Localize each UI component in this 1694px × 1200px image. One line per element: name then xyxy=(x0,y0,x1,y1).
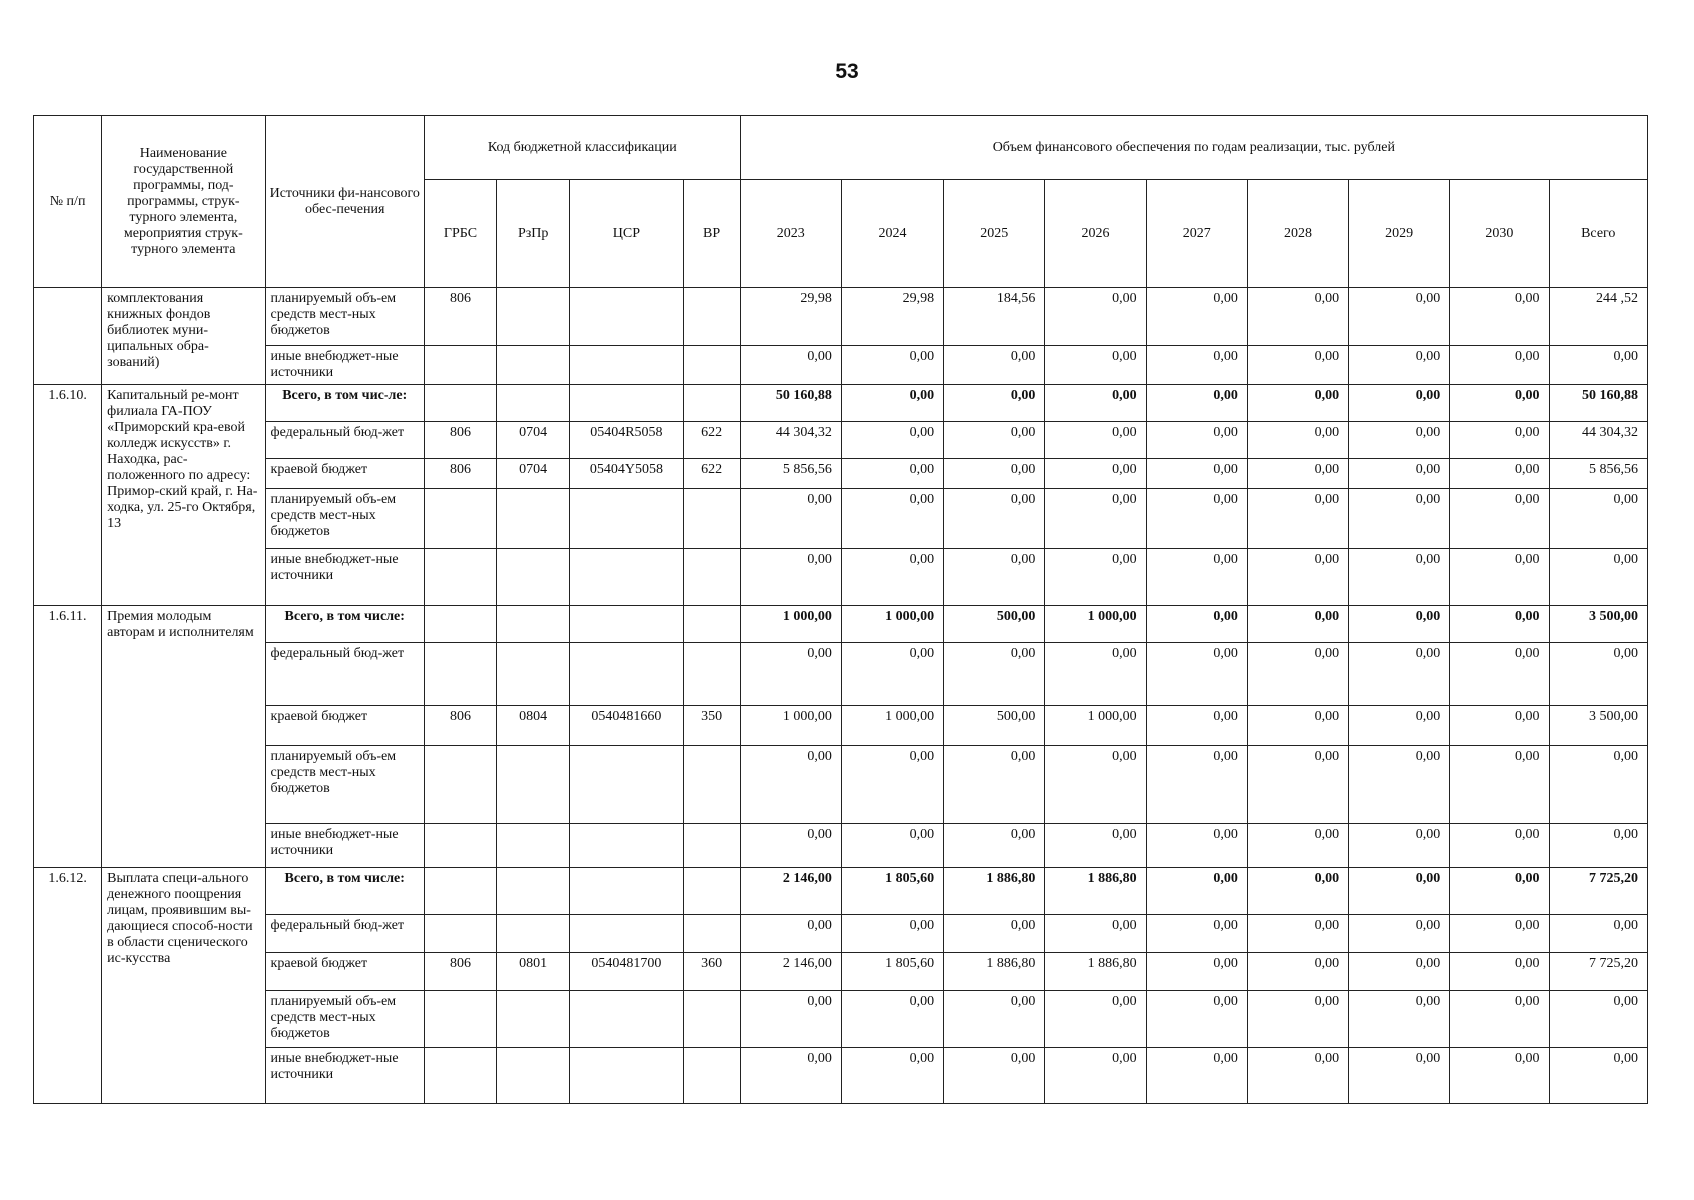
grbs-code xyxy=(424,824,496,868)
csr-code xyxy=(570,385,683,422)
year-value: 0,00 xyxy=(841,346,943,385)
year-value: 0,00 xyxy=(841,824,943,868)
year-value: 0,00 xyxy=(1349,643,1450,706)
measure-name: Премия молодым авторам и исполнителям xyxy=(102,606,265,868)
year-value: 0,00 xyxy=(1247,953,1348,991)
year-value: 0,00 xyxy=(1045,489,1146,549)
year-value: 1 886,80 xyxy=(944,953,1045,991)
funding-source: иные внебюджет-ные источники xyxy=(265,549,424,606)
year-value: 0,00 xyxy=(1045,1048,1146,1104)
year-value: 1 000,00 xyxy=(1045,706,1146,746)
rzpr-code xyxy=(497,288,570,346)
row-total: 7 725,20 xyxy=(1549,868,1647,915)
year-value: 1 805,60 xyxy=(841,953,943,991)
grbs-code xyxy=(424,1048,496,1104)
year-value: 0,00 xyxy=(841,459,943,489)
year-value: 0,00 xyxy=(1349,868,1450,915)
year-value: 0,00 xyxy=(944,1048,1045,1104)
year-value: 0,00 xyxy=(1146,824,1247,868)
year-value: 0,00 xyxy=(841,746,943,824)
year-value: 0,00 xyxy=(1349,422,1450,459)
table-row xyxy=(34,824,1648,868)
year-value: 0,00 xyxy=(1450,489,1549,549)
year-value: 0,00 xyxy=(1450,606,1549,643)
row-number xyxy=(34,288,102,385)
row-total: 0,00 xyxy=(1549,549,1647,606)
row-total: 0,00 xyxy=(1549,489,1647,549)
year-value: 1 000,00 xyxy=(740,706,841,746)
year-value: 0,00 xyxy=(841,422,943,459)
row-number: 1.6.12. xyxy=(34,868,102,1104)
funding-source: планируемый объ-ем средств мест-ных бюджетов xyxy=(265,489,424,549)
vr-code: 350 xyxy=(683,706,740,746)
year-value: 0,00 xyxy=(1450,706,1549,746)
year-value: 2 146,00 xyxy=(740,953,841,991)
funding-source: краевой бюджет xyxy=(265,953,424,991)
csr-code xyxy=(570,746,683,824)
year-value: 0,00 xyxy=(1146,549,1247,606)
rzpr-code xyxy=(497,868,570,915)
row-number: 1.6.11. xyxy=(34,606,102,868)
grbs-code: 806 xyxy=(424,459,496,489)
table-row xyxy=(34,549,1648,606)
year-value: 0,00 xyxy=(841,1048,943,1104)
row-total: 5 856,56 xyxy=(1549,459,1647,489)
year-value: 0,00 xyxy=(1349,385,1450,422)
year-value: 0,00 xyxy=(1146,915,1247,953)
header-year: 2029 xyxy=(1349,180,1450,288)
row-total: 0,00 xyxy=(1549,1048,1647,1104)
csr-code xyxy=(570,991,683,1048)
year-value: 1 805,60 xyxy=(841,868,943,915)
year-value: 0,00 xyxy=(944,385,1045,422)
year-value: 0,00 xyxy=(1045,422,1146,459)
year-value: 0,00 xyxy=(1146,1048,1247,1104)
csr-code xyxy=(570,346,683,385)
grbs-code: 806 xyxy=(424,422,496,459)
funding-source: федеральный бюд-жет xyxy=(265,915,424,953)
table-row xyxy=(34,953,1648,991)
year-value: 0,00 xyxy=(1349,549,1450,606)
table-row xyxy=(34,489,1648,549)
vr-code xyxy=(683,489,740,549)
year-value: 0,00 xyxy=(1450,915,1549,953)
funding-source: иные внебюджет-ные источники xyxy=(265,824,424,868)
csr-code: 05404R5058 xyxy=(570,422,683,459)
rzpr-code xyxy=(497,991,570,1048)
row-total: 0,00 xyxy=(1549,915,1647,953)
csr-code xyxy=(570,489,683,549)
grbs-code xyxy=(424,549,496,606)
year-value: 0,00 xyxy=(1349,953,1450,991)
row-total: 0,00 xyxy=(1549,746,1647,824)
year-value: 0,00 xyxy=(1450,385,1549,422)
csr-code xyxy=(570,643,683,706)
year-value: 0,00 xyxy=(944,459,1045,489)
header-finance-group: Объем финансового обеспечения по годам реализации, тыс. рублей xyxy=(740,116,1647,180)
rzpr-code xyxy=(497,549,570,606)
page-number: 53 xyxy=(835,60,859,83)
rzpr-code xyxy=(497,489,570,549)
year-value: 44 304,32 xyxy=(740,422,841,459)
year-value: 5 856,56 xyxy=(740,459,841,489)
vr-code xyxy=(683,549,740,606)
row-total: 0,00 xyxy=(1549,643,1647,706)
year-value: 0,00 xyxy=(1450,868,1549,915)
year-value: 0,00 xyxy=(1349,824,1450,868)
year-value: 0,00 xyxy=(1146,991,1247,1048)
funding-source: иные внебюджет-ные источники xyxy=(265,346,424,385)
year-value: 0,00 xyxy=(1450,346,1549,385)
year-value: 0,00 xyxy=(1450,549,1549,606)
funding-source: краевой бюджет xyxy=(265,706,424,746)
grbs-code: 806 xyxy=(424,706,496,746)
grbs-code xyxy=(424,746,496,824)
year-value: 0,00 xyxy=(1146,953,1247,991)
grbs-code xyxy=(424,643,496,706)
vr-code xyxy=(683,824,740,868)
funding-source: Всего, в том числе: xyxy=(265,868,424,915)
year-value: 0,00 xyxy=(1247,991,1348,1048)
table-row xyxy=(34,606,1648,643)
grbs-code xyxy=(424,489,496,549)
year-value: 0,00 xyxy=(1349,346,1450,385)
vr-code xyxy=(683,643,740,706)
year-value: 0,00 xyxy=(1349,991,1450,1048)
year-value: 0,00 xyxy=(740,991,841,1048)
year-value: 0,00 xyxy=(1045,385,1146,422)
csr-code xyxy=(570,824,683,868)
year-value: 0,00 xyxy=(1146,706,1247,746)
rzpr-code: 0804 xyxy=(497,706,570,746)
year-value: 0,00 xyxy=(1450,953,1549,991)
header-year: 2028 xyxy=(1247,180,1348,288)
year-value: 0,00 xyxy=(1146,746,1247,824)
year-value: 29,98 xyxy=(740,288,841,346)
vr-code xyxy=(683,1048,740,1104)
year-value: 0,00 xyxy=(1450,824,1549,868)
csr-code: 0540481660 xyxy=(570,706,683,746)
header-kbk-group: Код бюджетной классификации xyxy=(424,116,740,180)
header-name: Наименование государственной программы, под-программы, струк-турного элемента, мероприятия струк-турного элемента xyxy=(102,116,265,288)
year-value: 0,00 xyxy=(841,643,943,706)
year-value: 0,00 xyxy=(841,915,943,953)
vr-code xyxy=(683,991,740,1048)
csr-code xyxy=(570,868,683,915)
year-value: 0,00 xyxy=(1247,459,1348,489)
header-year: 2024 xyxy=(841,180,943,288)
year-value: 0,00 xyxy=(1045,915,1146,953)
year-value: 0,00 xyxy=(1045,991,1146,1048)
year-value: 0,00 xyxy=(1045,288,1146,346)
year-value: 0,00 xyxy=(944,824,1045,868)
row-number: 1.6.10. xyxy=(34,385,102,606)
header-csr: ЦСР xyxy=(570,180,683,288)
table-header xyxy=(34,116,1648,288)
year-value: 0,00 xyxy=(841,991,943,1048)
table-row xyxy=(34,991,1648,1048)
year-value: 0,00 xyxy=(1247,422,1348,459)
year-value: 0,00 xyxy=(740,489,841,549)
year-value: 50 160,88 xyxy=(740,385,841,422)
year-value: 0,00 xyxy=(1247,346,1348,385)
year-value: 0,00 xyxy=(1450,991,1549,1048)
year-value: 0,00 xyxy=(1247,868,1348,915)
year-value: 0,00 xyxy=(740,746,841,824)
year-value: 0,00 xyxy=(1349,288,1450,346)
header-rzpr: РзПр xyxy=(497,180,570,288)
year-value: 0,00 xyxy=(1349,1048,1450,1104)
header-no: № п/п xyxy=(34,116,102,288)
year-value: 0,00 xyxy=(740,643,841,706)
year-value: 0,00 xyxy=(1247,824,1348,868)
year-value: 500,00 xyxy=(944,606,1045,643)
budget-table xyxy=(33,115,1648,1104)
csr-code: 0540481700 xyxy=(570,953,683,991)
year-value: 0,00 xyxy=(1146,643,1247,706)
year-value: 0,00 xyxy=(1247,549,1348,606)
year-value: 0,00 xyxy=(841,489,943,549)
row-total: 244 ,52 xyxy=(1549,288,1647,346)
year-value: 1 886,80 xyxy=(944,868,1045,915)
funding-source: планируемый объ-ем средств мест-ных бюджетов xyxy=(265,991,424,1048)
year-value: 0,00 xyxy=(1247,489,1348,549)
vr-code xyxy=(683,746,740,824)
year-value: 0,00 xyxy=(1045,824,1146,868)
csr-code xyxy=(570,606,683,643)
year-value: 0,00 xyxy=(1349,489,1450,549)
header-year: 2023 xyxy=(740,180,841,288)
vr-code xyxy=(683,868,740,915)
funding-source: Всего, в том чис-ле: xyxy=(265,385,424,422)
csr-code xyxy=(570,915,683,953)
table-row xyxy=(34,1048,1648,1104)
row-total: 3 500,00 xyxy=(1549,606,1647,643)
measure-name: Выплата специ-ального денежного поощрения лицам, проявившим вы-дающиеся способ-ности в области сценического ис-кусства xyxy=(102,868,265,1104)
rzpr-code xyxy=(497,915,570,953)
header-grbs: ГРБС xyxy=(424,180,496,288)
funding-source: планируемый объ-ем средств мест-ных бюджетов xyxy=(265,746,424,824)
year-value: 0,00 xyxy=(1450,643,1549,706)
year-value: 0,00 xyxy=(1146,288,1247,346)
year-value: 0,00 xyxy=(1146,385,1247,422)
year-value: 0,00 xyxy=(1450,288,1549,346)
table-row xyxy=(34,288,1648,346)
year-value: 0,00 xyxy=(740,346,841,385)
year-value: 29,98 xyxy=(841,288,943,346)
table-row xyxy=(34,643,1648,706)
year-value: 0,00 xyxy=(841,385,943,422)
year-value: 184,56 xyxy=(944,288,1045,346)
rzpr-code: 0801 xyxy=(497,953,570,991)
year-value: 0,00 xyxy=(1045,746,1146,824)
year-value: 0,00 xyxy=(944,489,1045,549)
year-value: 1 886,80 xyxy=(1045,868,1146,915)
year-value: 1 000,00 xyxy=(841,606,943,643)
year-value: 0,00 xyxy=(1146,459,1247,489)
rzpr-code xyxy=(497,606,570,643)
table-row xyxy=(34,422,1648,459)
year-value: 0,00 xyxy=(1045,643,1146,706)
year-value: 0,00 xyxy=(944,549,1045,606)
grbs-code xyxy=(424,868,496,915)
year-value: 0,00 xyxy=(1349,706,1450,746)
grbs-code xyxy=(424,385,496,422)
year-value: 0,00 xyxy=(740,824,841,868)
funding-source: иные внебюджет-ные источники xyxy=(265,1048,424,1104)
year-value: 0,00 xyxy=(944,915,1045,953)
year-value: 0,00 xyxy=(944,346,1045,385)
year-value: 0,00 xyxy=(1146,606,1247,643)
funding-source: федеральный бюд-жет xyxy=(265,422,424,459)
header-year: 2026 xyxy=(1045,180,1146,288)
year-value: 0,00 xyxy=(944,991,1045,1048)
grbs-code: 806 xyxy=(424,288,496,346)
vr-code: 622 xyxy=(683,459,740,489)
row-total: 7 725,20 xyxy=(1549,953,1647,991)
header-total: Всего xyxy=(1549,180,1647,288)
year-value: 0,00 xyxy=(1450,422,1549,459)
row-total: 3 500,00 xyxy=(1549,706,1647,746)
vr-code: 360 xyxy=(683,953,740,991)
year-value: 0,00 xyxy=(1450,1048,1549,1104)
year-value: 0,00 xyxy=(1146,489,1247,549)
rzpr-code xyxy=(497,385,570,422)
header-year: 2030 xyxy=(1450,180,1549,288)
grbs-code xyxy=(424,346,496,385)
header-vr: ВР xyxy=(683,180,740,288)
vr-code xyxy=(683,385,740,422)
row-total: 0,00 xyxy=(1549,824,1647,868)
csr-code xyxy=(570,549,683,606)
year-value: 0,00 xyxy=(1247,643,1348,706)
year-value: 0,00 xyxy=(1450,459,1549,489)
grbs-code xyxy=(424,915,496,953)
funding-source: краевой бюджет xyxy=(265,459,424,489)
table-row xyxy=(34,459,1648,489)
year-value: 0,00 xyxy=(1146,346,1247,385)
row-total: 50 160,88 xyxy=(1549,385,1647,422)
rzpr-code xyxy=(497,746,570,824)
year-value: 0,00 xyxy=(1247,385,1348,422)
csr-code: 05404Y5058 xyxy=(570,459,683,489)
table-row xyxy=(34,706,1648,746)
vr-code xyxy=(683,346,740,385)
year-value: 0,00 xyxy=(740,1048,841,1104)
table-body xyxy=(34,288,1648,1104)
grbs-code xyxy=(424,991,496,1048)
year-value: 0,00 xyxy=(1045,346,1146,385)
year-value: 0,00 xyxy=(1349,459,1450,489)
year-value: 0,00 xyxy=(1045,549,1146,606)
vr-code xyxy=(683,606,740,643)
rzpr-code: 0704 xyxy=(497,422,570,459)
year-value: 1 000,00 xyxy=(740,606,841,643)
vr-code xyxy=(683,288,740,346)
year-value: 0,00 xyxy=(1146,868,1247,915)
measure-name: Капитальный ре-монт филиала ГА-ПОУ «Приморский кра-евой колледж искусств» г. Находка, рас-положенного по адресу: Примор-ский край, г. На-ходка, ул. 25-го Октября, 13 xyxy=(102,385,265,606)
year-value: 0,00 xyxy=(944,422,1045,459)
table-row xyxy=(34,746,1648,824)
grbs-code: 806 xyxy=(424,953,496,991)
rzpr-code: 0704 xyxy=(497,459,570,489)
grbs-code xyxy=(424,606,496,643)
year-value: 0,00 xyxy=(1349,746,1450,824)
year-value: 0,00 xyxy=(1247,288,1348,346)
csr-code xyxy=(570,1048,683,1104)
year-value: 2 146,00 xyxy=(740,868,841,915)
row-total: 0,00 xyxy=(1549,991,1647,1048)
year-value: 0,00 xyxy=(740,915,841,953)
csr-code xyxy=(570,288,683,346)
header-year: 2025 xyxy=(944,180,1045,288)
year-value: 0,00 xyxy=(1349,915,1450,953)
year-value: 0,00 xyxy=(1450,746,1549,824)
year-value: 0,00 xyxy=(1247,1048,1348,1104)
header-source: Источники фи-нансового обес-печения xyxy=(265,116,424,288)
year-value: 0,00 xyxy=(1045,459,1146,489)
vr-code xyxy=(683,915,740,953)
year-value: 0,00 xyxy=(1247,915,1348,953)
header-year: 2027 xyxy=(1146,180,1247,288)
year-value: 0,00 xyxy=(1247,746,1348,824)
vr-code: 622 xyxy=(683,422,740,459)
year-value: 0,00 xyxy=(740,549,841,606)
measure-name: комплектования книжных фондов библиотек муни-ципальных обра-зований) xyxy=(102,288,265,385)
year-value: 0,00 xyxy=(1146,422,1247,459)
year-value: 0,00 xyxy=(1247,606,1348,643)
row-total: 44 304,32 xyxy=(1549,422,1647,459)
year-value: 0,00 xyxy=(1349,606,1450,643)
funding-source: планируемый объ-ем средств мест-ных бюджетов xyxy=(265,288,424,346)
funding-source: федеральный бюд-жет xyxy=(265,643,424,706)
table-row xyxy=(34,868,1648,915)
row-total: 0,00 xyxy=(1549,346,1647,385)
year-value: 500,00 xyxy=(944,706,1045,746)
year-value: 0,00 xyxy=(841,549,943,606)
year-value: 1 000,00 xyxy=(841,706,943,746)
year-value: 0,00 xyxy=(944,643,1045,706)
year-value: 1 000,00 xyxy=(1045,606,1146,643)
year-value: 1 886,80 xyxy=(1045,953,1146,991)
table-row xyxy=(34,346,1648,385)
rzpr-code xyxy=(497,643,570,706)
year-value: 0,00 xyxy=(1247,706,1348,746)
year-value: 0,00 xyxy=(944,746,1045,824)
rzpr-code xyxy=(497,824,570,868)
rzpr-code xyxy=(497,1048,570,1104)
funding-source: Всего, в том числе: xyxy=(265,606,424,643)
table-row xyxy=(34,915,1648,953)
rzpr-code xyxy=(497,346,570,385)
table-row xyxy=(34,385,1648,422)
